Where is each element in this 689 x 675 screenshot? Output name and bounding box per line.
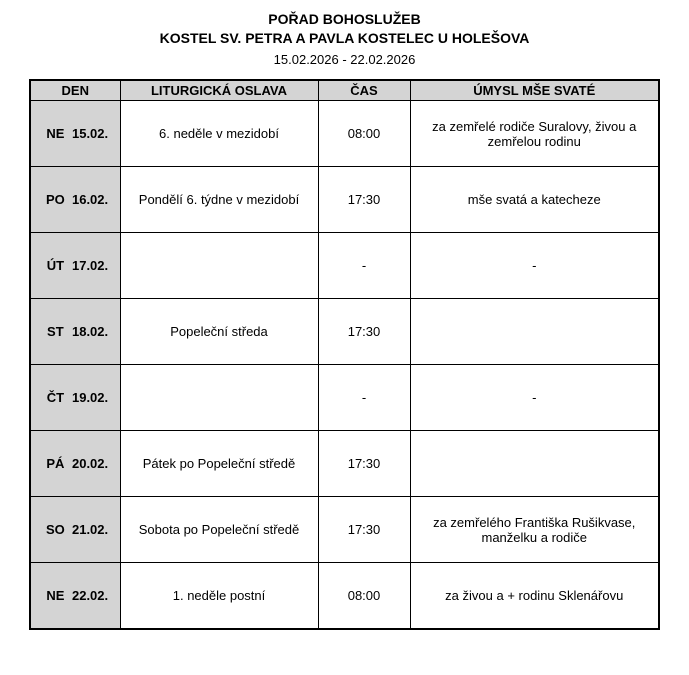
header-row [30,80,659,101]
day-date: 22.02. [71,587,109,603]
cas-cell: - [318,365,410,431]
header-den: DEN [30,80,120,101]
umysl-cell: za zemřelého Františka Rušikvase, manželku a rodiče [410,497,659,563]
table-row [30,497,659,563]
title-block [0,10,689,69]
cas-cell: 08:00 [318,563,410,629]
cas-cell: 17:30 [318,167,410,233]
table-row [30,299,659,365]
table-row [30,101,659,167]
schedule-table [29,79,660,630]
table-row [30,167,659,233]
header-oslava: LITURGICKÁ OSLAVA [120,80,318,101]
day-date: 16.02. [71,192,109,207]
church-name: KOSTEL SV. PETRA A PAVLA KOSTELEC U HOLEŠOVA [159,30,530,46]
table-row [30,233,659,299]
umysl-cell: - [410,233,659,299]
day-abbrev: NE [46,587,65,603]
umysl-cell [410,431,659,497]
oslava-cell: Sobota po Popeleční středě [120,497,318,563]
umysl-cell: - [410,365,659,431]
den-cell [30,101,120,167]
den-cell [30,563,120,629]
table-row [30,365,659,431]
page-title: POŘAD BOHOSLUŽEB [268,11,421,27]
cas-cell: - [318,233,410,299]
day-date: 20.02. [71,456,109,471]
oslava-cell: Pondělí 6. týdne v mezidobí [120,167,318,233]
day-abbrev: PO [45,192,65,207]
day-date: 19.02. [71,390,109,405]
day-date: 17.02. [71,258,109,273]
umysl-cell: mše svatá a katecheze [410,167,659,233]
den-cell [30,167,120,233]
umysl-cell: za zemřelé rodiče Suralovy, živou a zemřelou rodinu [410,101,659,167]
day-abbrev: PÁ [46,456,65,471]
oslava-cell [120,365,318,431]
header-cas: ČAS [318,80,410,101]
day-date: 21.02. [71,522,109,537]
date-range: 15.02.2026 - 22.02.2026 [273,52,416,67]
oslava-cell: Popeleční středa [120,299,318,365]
table-body [30,101,659,629]
oslava-cell: 6. neděle v mezidobí [120,101,318,167]
day-abbrev: NE [46,126,65,141]
day-date: 18.02. [71,324,109,339]
den-cell [30,299,120,365]
oslava-cell [120,233,318,299]
den-cell [30,233,120,299]
day-abbrev: SO [45,522,65,537]
umysl-cell [410,299,659,365]
oslava-cell: Pátek po Popeleční středě [120,431,318,497]
day-date: 15.02. [71,126,109,141]
cas-cell: 17:30 [318,497,410,563]
table-row [30,563,659,629]
oslava-cell: 1. neděle postní [120,563,318,629]
header-umysl: ÚMYSL MŠE SVATÉ [410,80,659,101]
cas-cell: 17:30 [318,299,410,365]
cas-cell: 08:00 [318,101,410,167]
day-abbrev: ÚT [46,258,65,273]
den-cell [30,431,120,497]
den-cell [30,365,120,431]
day-abbrev: ST [47,324,64,339]
den-cell [30,497,120,563]
day-abbrev: ČT [46,390,65,405]
umysl-cell: za živou a + rodinu Sklenářovu [410,563,659,629]
cas-cell: 17:30 [318,431,410,497]
table-row [30,431,659,497]
